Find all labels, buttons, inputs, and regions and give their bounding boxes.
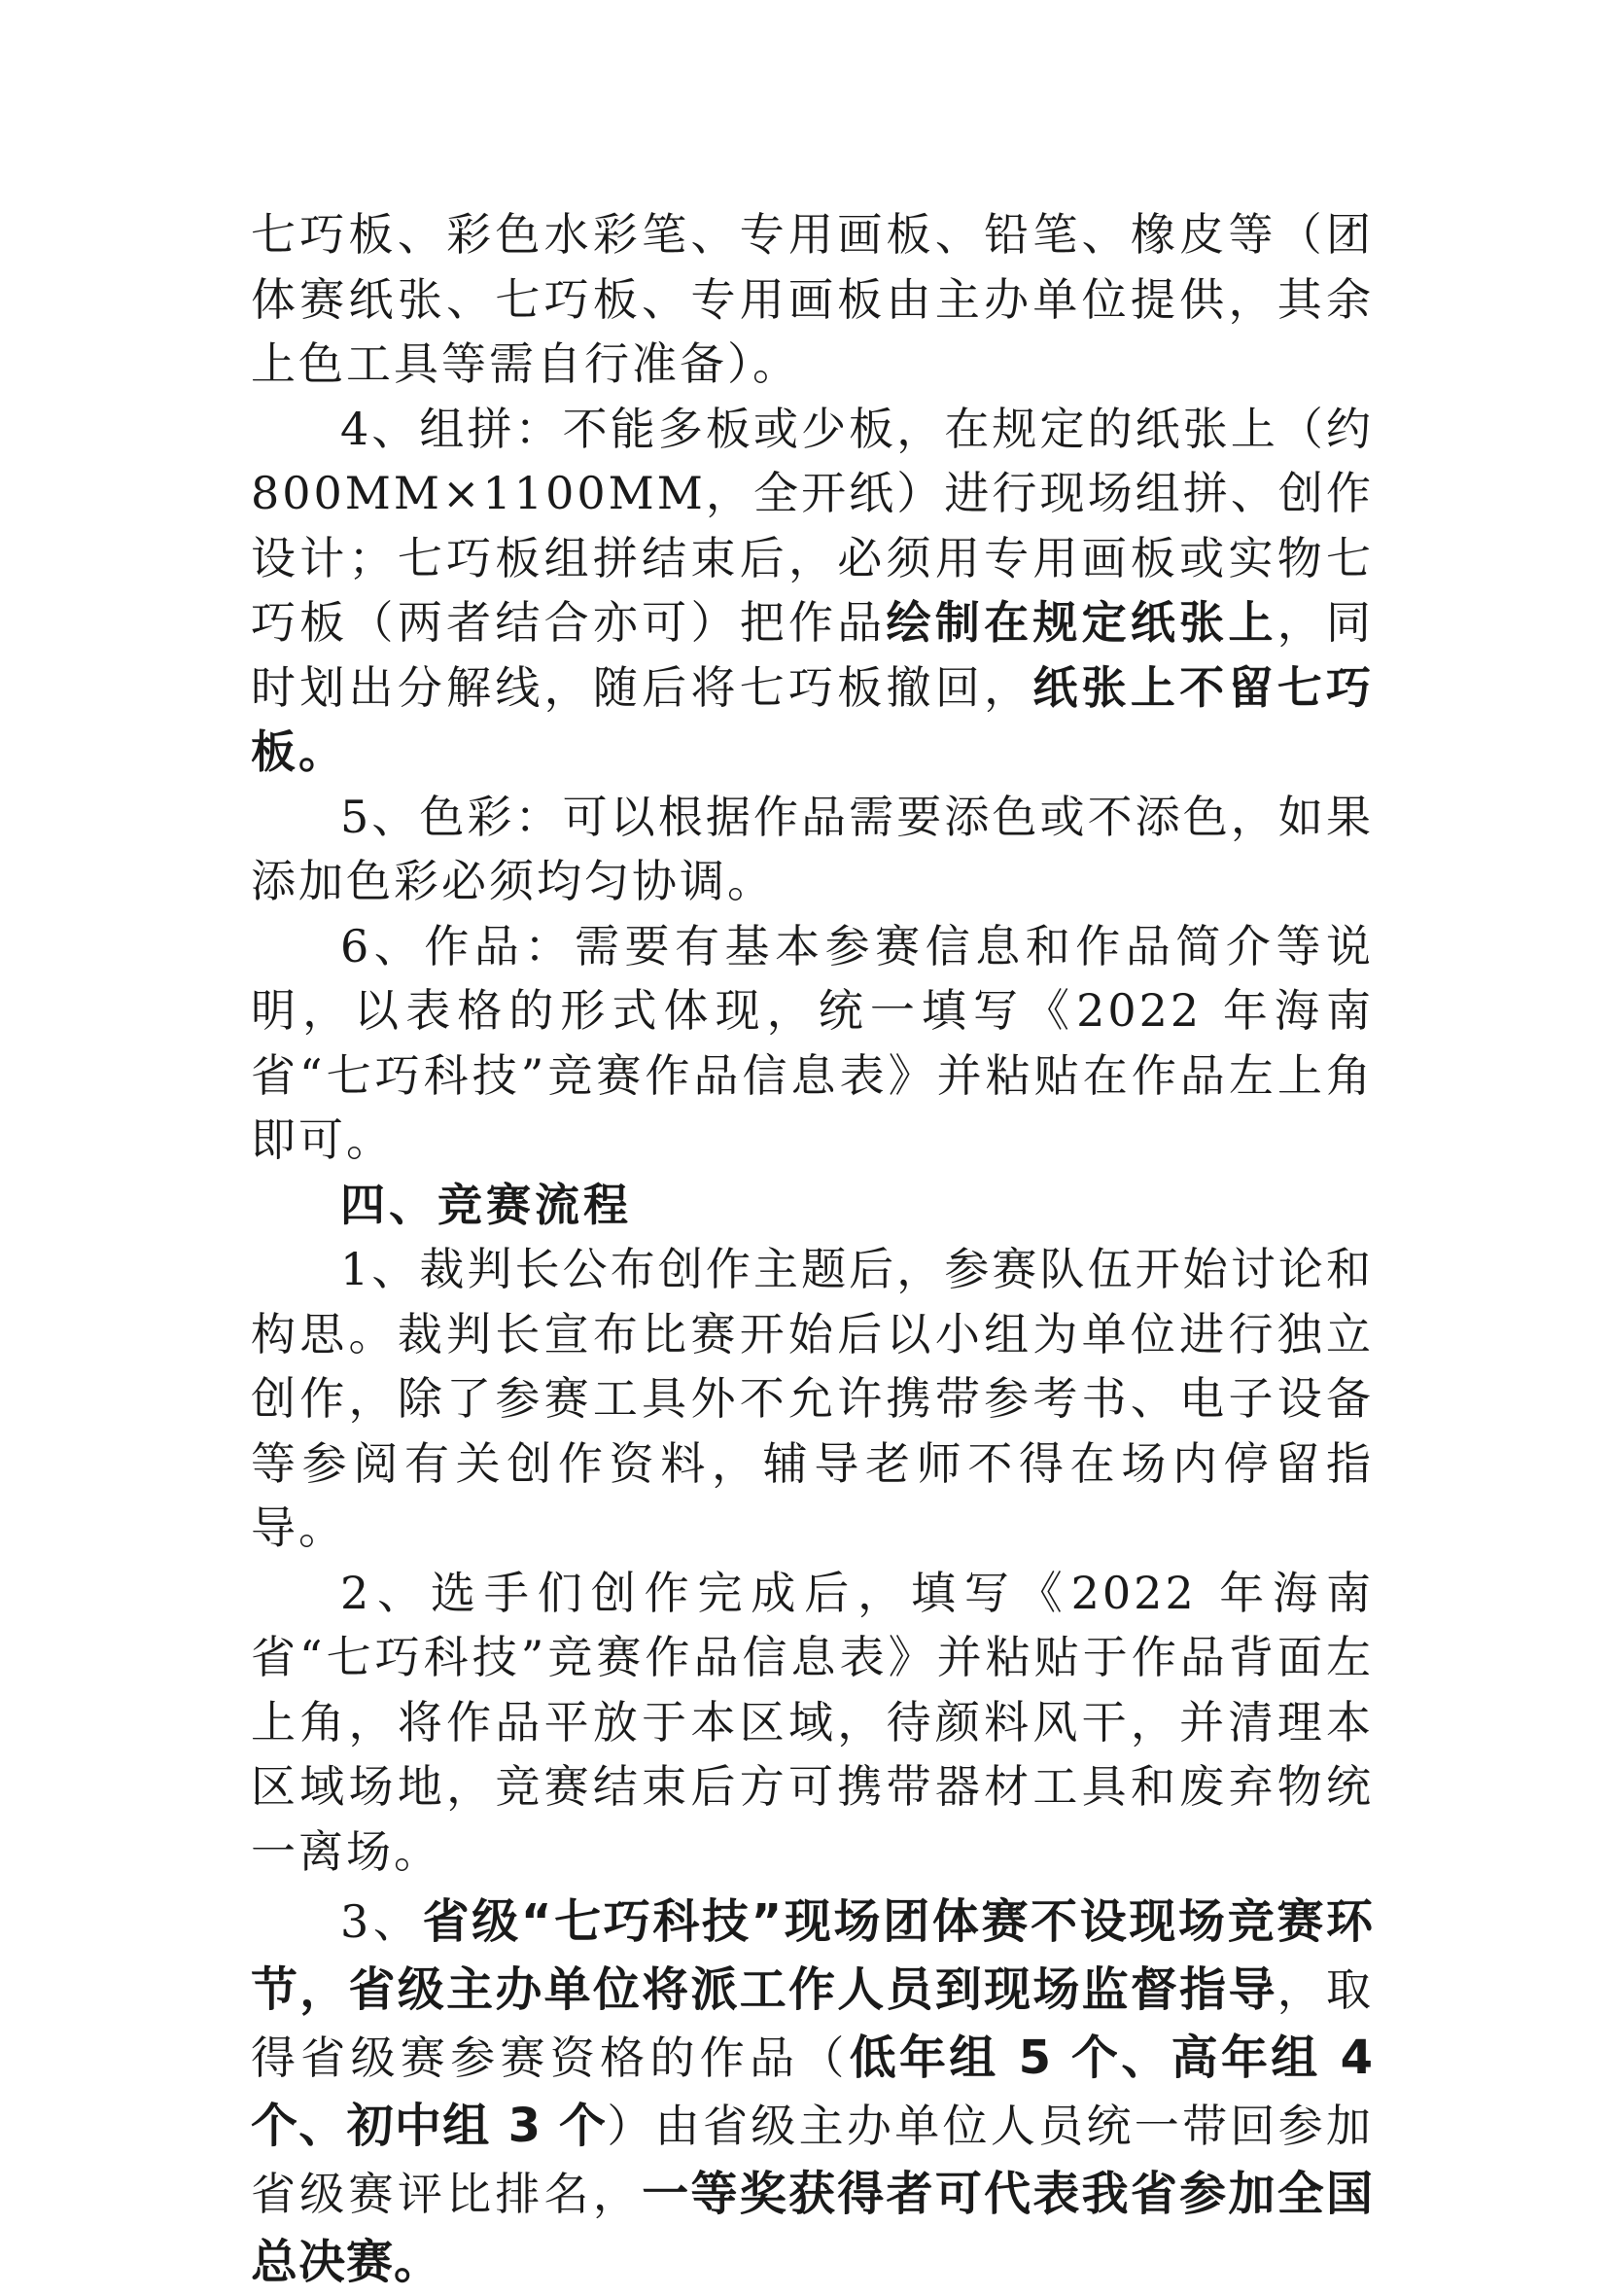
- process-item-3-emphasis-supervision: 省级“七巧科技”现场团体赛不设现场竞赛环节，省级主办单位将派工作人员到现场监督指导: [251, 1894, 1374, 2017]
- process-item-3-text-qualification: ，取得省级赛参赛资格的作品（: [251, 1963, 1374, 2084]
- process-item-1: 1、裁判长公布创作主题后，参赛队伍开始讨论和构思。裁判长宣布比赛开始后以小组为单位进行独立创作，除了参赛工具外不允许携带参考书、电子设备等参阅有关创作资料，辅导老师不得在场内停留指导。: [251, 1243, 1374, 1554]
- assembly-emphasis-draw: 绘制在规定纸张上: [886, 596, 1277, 649]
- process-item-3-emphasis-national-finals: 一等奖获得者可代表我省参加全国总决赛。: [251, 2167, 1374, 2289]
- process-item-3-emphasis-quota: 低年组 5 个、高年组 4 个、初中组 3 个: [251, 2031, 1374, 2153]
- paragraph-tools: 七巧板、彩色水彩笔、专用画板、铅笔、橡皮等（团体赛纸张、七巧板、专用画板由主办单位提供，其余上色工具等需自行准备）。: [251, 208, 1374, 390]
- assembly-emphasis-no-tangram: 纸张上不留七巧板。: [251, 660, 1375, 778]
- process-item-2: 2、选手们创作完成后，填写《2022 年海南省“七巧科技”竞赛作品信息表》并粘贴于作品背面左上角，将作品平放于本区域，待颜料风干，并清理本区域场地，竞赛结束后方可携带器材工具和废弃物统一离场。: [251, 1566, 1374, 1878]
- process-item-3-number: 3、: [340, 1895, 423, 1948]
- document-body: [251, 202, 1374, 2296]
- section-heading-competition-process: 四、竞赛流程: [340, 1178, 632, 1231]
- process-item-3-text-ranking: ）由省级主办单位人员统一带回参加省级赛评比排名，: [251, 2100, 1375, 2220]
- assembly-intro-text: 4、组拼：不能多板或少板，在规定的纸张上（约 800MM×1100MM，全开纸）进行现场组拼、创作设计；七巧板组拼结束后，必须用专用画板或实物七巧板（两者结合亦可）把作品: [251, 402, 1374, 649]
- paragraph-assembly: [251, 397, 1374, 785]
- assembly-middle-text: ，同时划出分解线，随后将七巧板撤回，: [251, 596, 1375, 714]
- process-item-3: [251, 1888, 1374, 2296]
- paragraph-color: 5、色彩：可以根据作品需要添色或不添色，如果添加色彩必须均匀协调。: [251, 790, 1374, 907]
- paragraph-artwork: 6、作品：需要有基本参赛信息和作品简介等说明，以表格的形式体现，统一填写《2022 年海南省“七巧科技”竞赛作品信息表》并粘贴在作品左上角即可。: [251, 919, 1374, 1166]
